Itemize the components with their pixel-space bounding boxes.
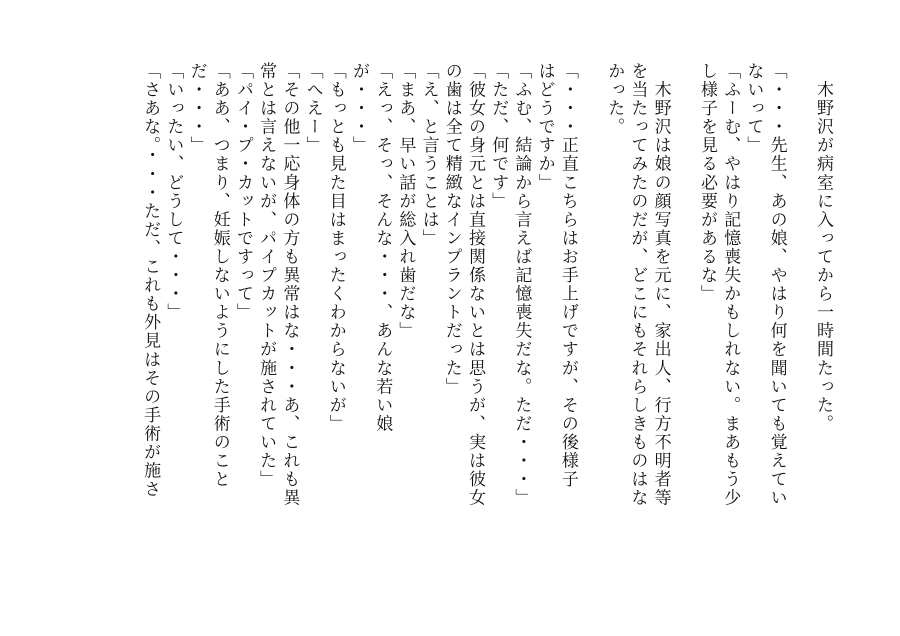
text-line: 「いったい、どうして・・・」 [163, 62, 184, 322]
text-line: を当たってみたのだが、どこにもそれらしきものはな [627, 62, 648, 508]
text-line: 「まあ、早い話が総入れ歯だな」 [395, 62, 416, 341]
blank-line [788, 62, 811, 582]
text-line: 「え、と言うことは」 [418, 62, 439, 248]
blank-line [672, 62, 695, 582]
blank-line [579, 62, 602, 582]
text-line: 常とは言えないが、パイプカットが施されていた」 [256, 62, 277, 489]
text-line: 木野沢は娘の顔写真を元に、家出人、行方不明者等 [650, 62, 671, 508]
text-line: 「もっとも見た目はまったくわからないが」 [325, 62, 346, 433]
text-line: の歯は全て精緻なインプラントだった」 [441, 62, 462, 396]
text-line: が・・・」 [348, 62, 369, 155]
text-line: 木野沢が病室に入ってから一時間たった。 [813, 62, 833, 433]
text-line: 「・・・先生、あの娘、やはり何を聞いても覚えてい [766, 62, 787, 508]
text-line: 「へえー」 [302, 62, 323, 155]
text-line: だ・・・」 [186, 62, 207, 155]
vertical-text-body [138, 62, 834, 582]
text-line: 「えっ、そっ、そんな・・・、あんな若い娘 [372, 62, 393, 433]
text-line: 「ああ、つまり、妊娠しないようにした手術のこと [209, 62, 230, 489]
text-line: 「パイ・プ・カットですって」 [232, 62, 253, 322]
text-line: 「ふーむ、やはり記憶喪失かもしれない。まあもう少 [720, 62, 741, 508]
text-line: 「ただ、何です」 [488, 62, 509, 211]
text-line: 「彼女の身元とは直接関係ないとは思うが、実は彼女 [465, 62, 485, 508]
text-line: ないって」 [743, 62, 764, 155]
text-line: はどうですか」 [534, 62, 555, 192]
text-line: 「・・・正直こちらはお手上げですが、その後様子 [557, 62, 578, 489]
text-line: 「その他一応身体の方も異常はな・・・あ、これも異 [279, 62, 300, 508]
text-line: かった。 [604, 62, 625, 137]
text-line: 「さあな。・・・ただ、これも外見はその手術が施さ [140, 62, 161, 499]
text-line: し様子を見る必要があるな」 [697, 62, 717, 304]
text-line: 「ふむ、結論から言えば記憶喪失だな。ただ・・・」 [511, 62, 532, 508]
